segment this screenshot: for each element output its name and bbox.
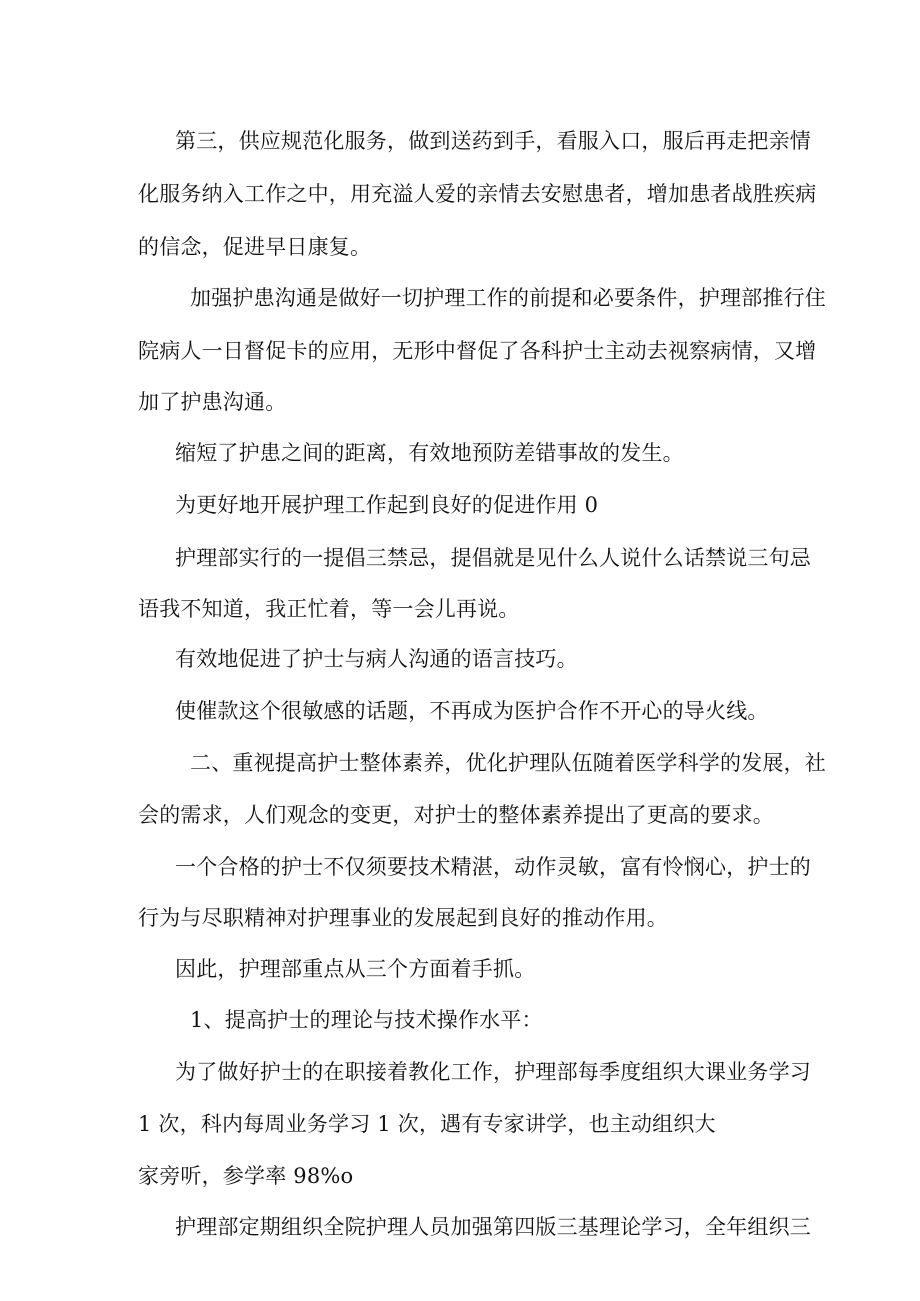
text-line: 为更好地开展护理工作起到良好的促进作用 0 [175, 493, 599, 517]
text-line: 化服务纳入工作之中，用充溢人爱的亲情去安慰患者，增加患者战胜疾病 [138, 182, 817, 206]
subsection-heading: 1、提高护士的理论与技术操作水平： [190, 1008, 543, 1032]
text-line: 院病人一日督促卡的应用，无形中督促了各科护士主动去视察病情，又增 [138, 339, 817, 363]
text-line: 的信念，促进早日康复。 [138, 235, 372, 259]
text-line: 家旁听，参学率 98%o [138, 1164, 354, 1188]
text-line: 加强护患沟通是做好一切护理工作的前提和必要条件，护理部推行住 [190, 286, 826, 310]
text-line: 缩短了护患之间的距离，有效地预防差错事故的发生。 [175, 441, 684, 465]
text-line: 为了做好护士的在职接着教化工作，护理部每季度组织大课业务学习 [175, 1060, 811, 1084]
text-line: 护理部定期组织全院护理人员加强第四版三基理论学习，全年组织三 [175, 1215, 811, 1239]
text-line: 1 次，科内每周业务学习 1 次，遇有专家讲学，也主动组织大 [138, 1112, 716, 1136]
text-line: 会的需求，人们观念的变更，对护士的整体素养提出了更高的要求。 [138, 803, 774, 827]
text-line: 一个合格的护士不仅须要技术精湛，动作灵敏，富有怜悯心，护士的 [175, 855, 811, 879]
section-heading: 二、重视提高护士整体素养，优化护理队伍随着医学科学的发展，社 [190, 751, 826, 775]
text-line: 加了护患沟通。 [138, 390, 287, 414]
text-line: 护理部实行的一提倡三禁忌，提倡就是见什么人说什么话禁说三句忌 [175, 546, 811, 570]
text-line: 因此，护理部重点从三个方面着手抓。 [175, 957, 536, 981]
text-line: 语我不知道，我正忙着，等一会儿再说。 [138, 597, 520, 621]
text-line: 使催款这个很敏感的话题，不再成为医护合作不开心的导火线。 [175, 699, 769, 723]
text-line: 有效地促进了护士与病人沟通的语言技巧。 [175, 647, 578, 671]
text-line: 行为与尽职精神对护理事业的发展起到良好的推动作用。 [138, 906, 668, 930]
text-line: 第三，供应规范化服务，做到送药到手，看服入口，服后再走把亲情 [175, 129, 811, 153]
